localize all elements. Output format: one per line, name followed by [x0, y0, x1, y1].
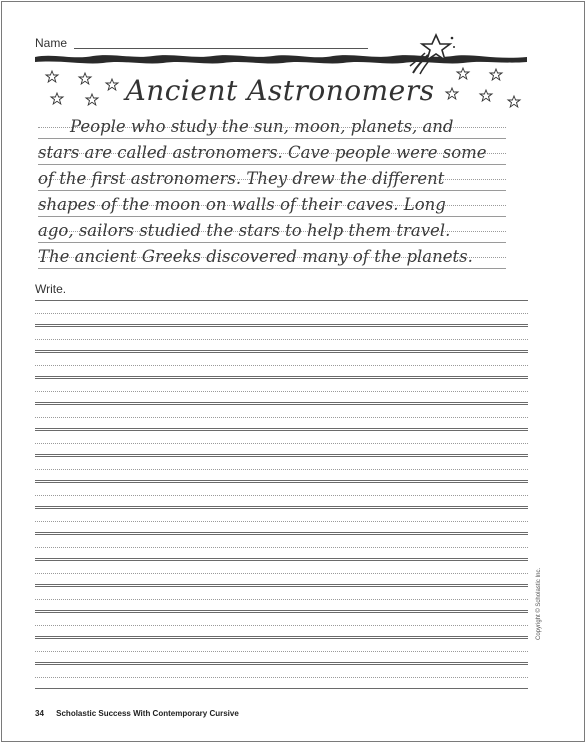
model-line — [38, 168, 506, 194]
write-label: Write. — [35, 282, 67, 296]
name-label: Name — [35, 36, 68, 50]
writing-line[interactable] — [35, 534, 528, 560]
writing-line[interactable] — [35, 638, 528, 664]
writing-line[interactable] — [35, 404, 528, 430]
writing-line[interactable] — [35, 378, 528, 404]
model-paragraph — [38, 116, 506, 272]
writing-line[interactable] — [35, 586, 528, 612]
writing-line[interactable] — [35, 352, 528, 378]
model-line-text: of the first astronomers. They drew the different — [38, 169, 445, 188]
copyright-notice: Copyright © Scholastic Inc. — [536, 567, 542, 640]
model-line — [38, 116, 506, 142]
page-number: 34 — [35, 709, 44, 718]
writing-line[interactable] — [35, 456, 528, 482]
writing-line[interactable] — [35, 430, 528, 456]
model-line — [38, 246, 506, 272]
model-line-text: shapes of the moon on walls of their caves. Long — [38, 195, 446, 214]
model-line — [38, 220, 506, 246]
model-line-text: The ancient Greeks discovered many of the planets. — [38, 247, 473, 266]
writing-line[interactable] — [35, 482, 528, 508]
model-line — [38, 194, 506, 220]
writing-line[interactable] — [35, 560, 528, 586]
book-title: Scholastic Success With Contemporary Cursive — [56, 709, 239, 718]
writing-line[interactable] — [35, 326, 528, 352]
model-line-text: stars are called astronomers. Cave people were some — [38, 143, 487, 162]
writing-line[interactable] — [35, 612, 528, 638]
writing-line[interactable] — [35, 664, 528, 690]
model-line — [38, 142, 506, 168]
writing-area[interactable] — [35, 300, 528, 690]
page-footer — [35, 709, 239, 718]
page-title: Ancient Astronomers — [125, 74, 435, 107]
model-line-text: ago, sailors studied the stars to help them travel. — [38, 221, 451, 240]
model-line-text: People who study the sun, moon, planets, and — [70, 117, 454, 136]
writing-line[interactable] — [35, 300, 528, 326]
writing-line[interactable] — [35, 508, 528, 534]
